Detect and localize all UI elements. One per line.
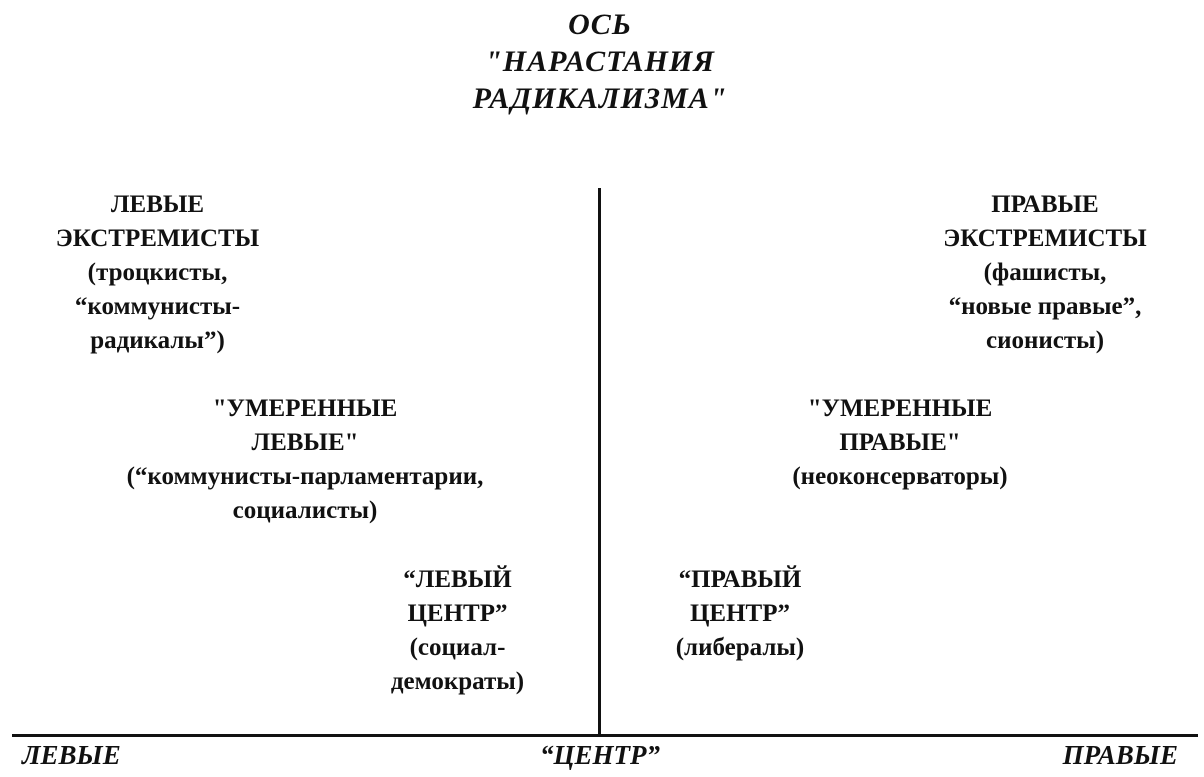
group-heading: ПРАВЫЕ: [991, 191, 1099, 218]
group-description: сионисты): [985, 327, 1105, 354]
group-description: (социал-: [409, 634, 506, 661]
moderate-right-group: [710, 392, 1090, 494]
group-heading: ЦЕНТР”: [689, 600, 790, 627]
axis-label-right: ПРАВЫЕ: [1062, 740, 1178, 770]
group-heading: ЛЕВЫЕ: [110, 191, 205, 218]
group-heading: ЭКСТРЕМИСТЫ: [55, 225, 260, 252]
radicalism-axis-line: [598, 188, 601, 736]
axis-label-center: “ЦЕНТР”: [540, 740, 660, 770]
group-description: (фашисты,: [983, 259, 1107, 286]
title-line: "НАРАСТАНИЯ: [485, 45, 715, 78]
group-heading: "УМЕРЕННЫЕ: [212, 395, 398, 422]
left-extremists-group: [0, 188, 315, 358]
right-center-group: [640, 563, 840, 665]
diagram-title: [380, 6, 820, 117]
group-description: (либералы): [675, 634, 805, 661]
group-description: “коммунисты-: [74, 293, 241, 320]
left-center-group: [350, 563, 565, 699]
title-line: ОСЬ: [568, 8, 632, 41]
group-heading: “ПРАВЫЙ: [678, 566, 802, 593]
right-extremists-group: [890, 188, 1200, 358]
group-heading: ЭКСТРЕМИСТЫ: [943, 225, 1147, 252]
group-description: (троцкисты,: [87, 259, 228, 286]
group-heading: ЦЕНТР”: [407, 600, 508, 627]
title-line: РАДИКАЛИЗМА": [472, 82, 728, 115]
group-description: (неоконсерваторы): [792, 463, 1008, 490]
group-description: радикалы”): [90, 327, 225, 354]
axis-label-left: ЛЕВЫЕ: [22, 740, 121, 770]
group-description: демократы): [390, 668, 525, 695]
group-heading: "УМЕРЕННЫЕ: [807, 395, 993, 422]
group-heading: ПРАВЫЕ": [839, 429, 961, 456]
group-heading: ЛЕВЫЕ": [251, 429, 359, 456]
group-description: “новые правые”,: [948, 293, 1142, 320]
moderate-left-group: [55, 392, 555, 528]
left-right-axis-line: [12, 734, 1198, 737]
group-heading: “ЛЕВЫЙ: [403, 566, 512, 593]
group-description: (“коммунисты-парламентарии,: [126, 463, 484, 490]
group-description: социалисты): [232, 497, 378, 524]
